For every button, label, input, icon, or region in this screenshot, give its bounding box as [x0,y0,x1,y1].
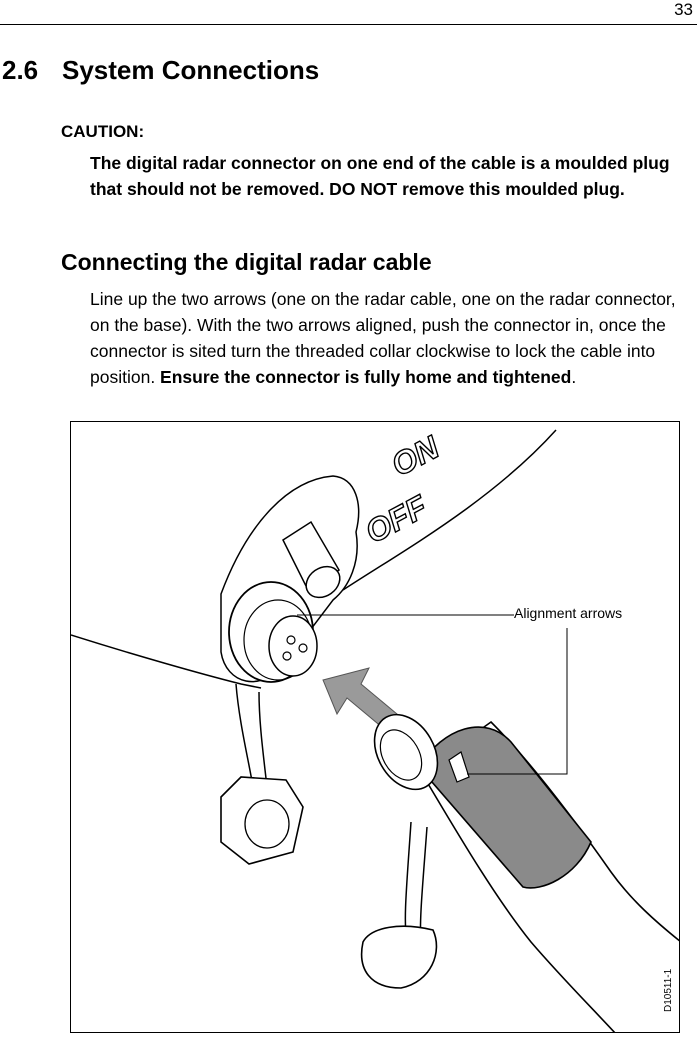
cable-cap [362,926,437,988]
dust-cap-opening [245,800,289,848]
section-title: System Connections [62,55,320,85]
figure-id: D10511-1 [663,968,674,1012]
illustration-drawing [71,422,680,1033]
dust-cap-strap [236,684,267,787]
subsection-heading: Connecting the digital radar cable [61,249,432,275]
radar-connector-face [269,616,317,676]
instruction-paragraph [90,286,690,390]
instruction-text: Line up the two arrows (one on the radar cable, one on the radar connector, on the base). With the two arrows aligned, push the connector in, once the connector is sited turn the threaded collar clockwise to lock the cable into position. [90,289,676,387]
instruction-emphasis: Ensure the connector is fully home and tightened [160,367,572,387]
connector-illustration [70,421,680,1033]
caution-label: CAUTION: [61,122,145,141]
switch-on-label: ON [385,428,445,484]
caution-text: The digital radar connector on one end of the cable is a moulded plug that should not be removed. DO NOT remove this moulded plug. [90,153,670,199]
cable-cap-strap [405,822,427,942]
section-number: 2.6 [2,55,39,85]
section-heading [2,55,319,86]
page-number: 33 [674,0,693,19]
instruction-end: . [571,367,577,387]
header-rule [0,24,697,25]
switch-off-label: OFF [359,488,433,551]
alignment-arrows-callout: Alignment arrows [514,605,623,621]
